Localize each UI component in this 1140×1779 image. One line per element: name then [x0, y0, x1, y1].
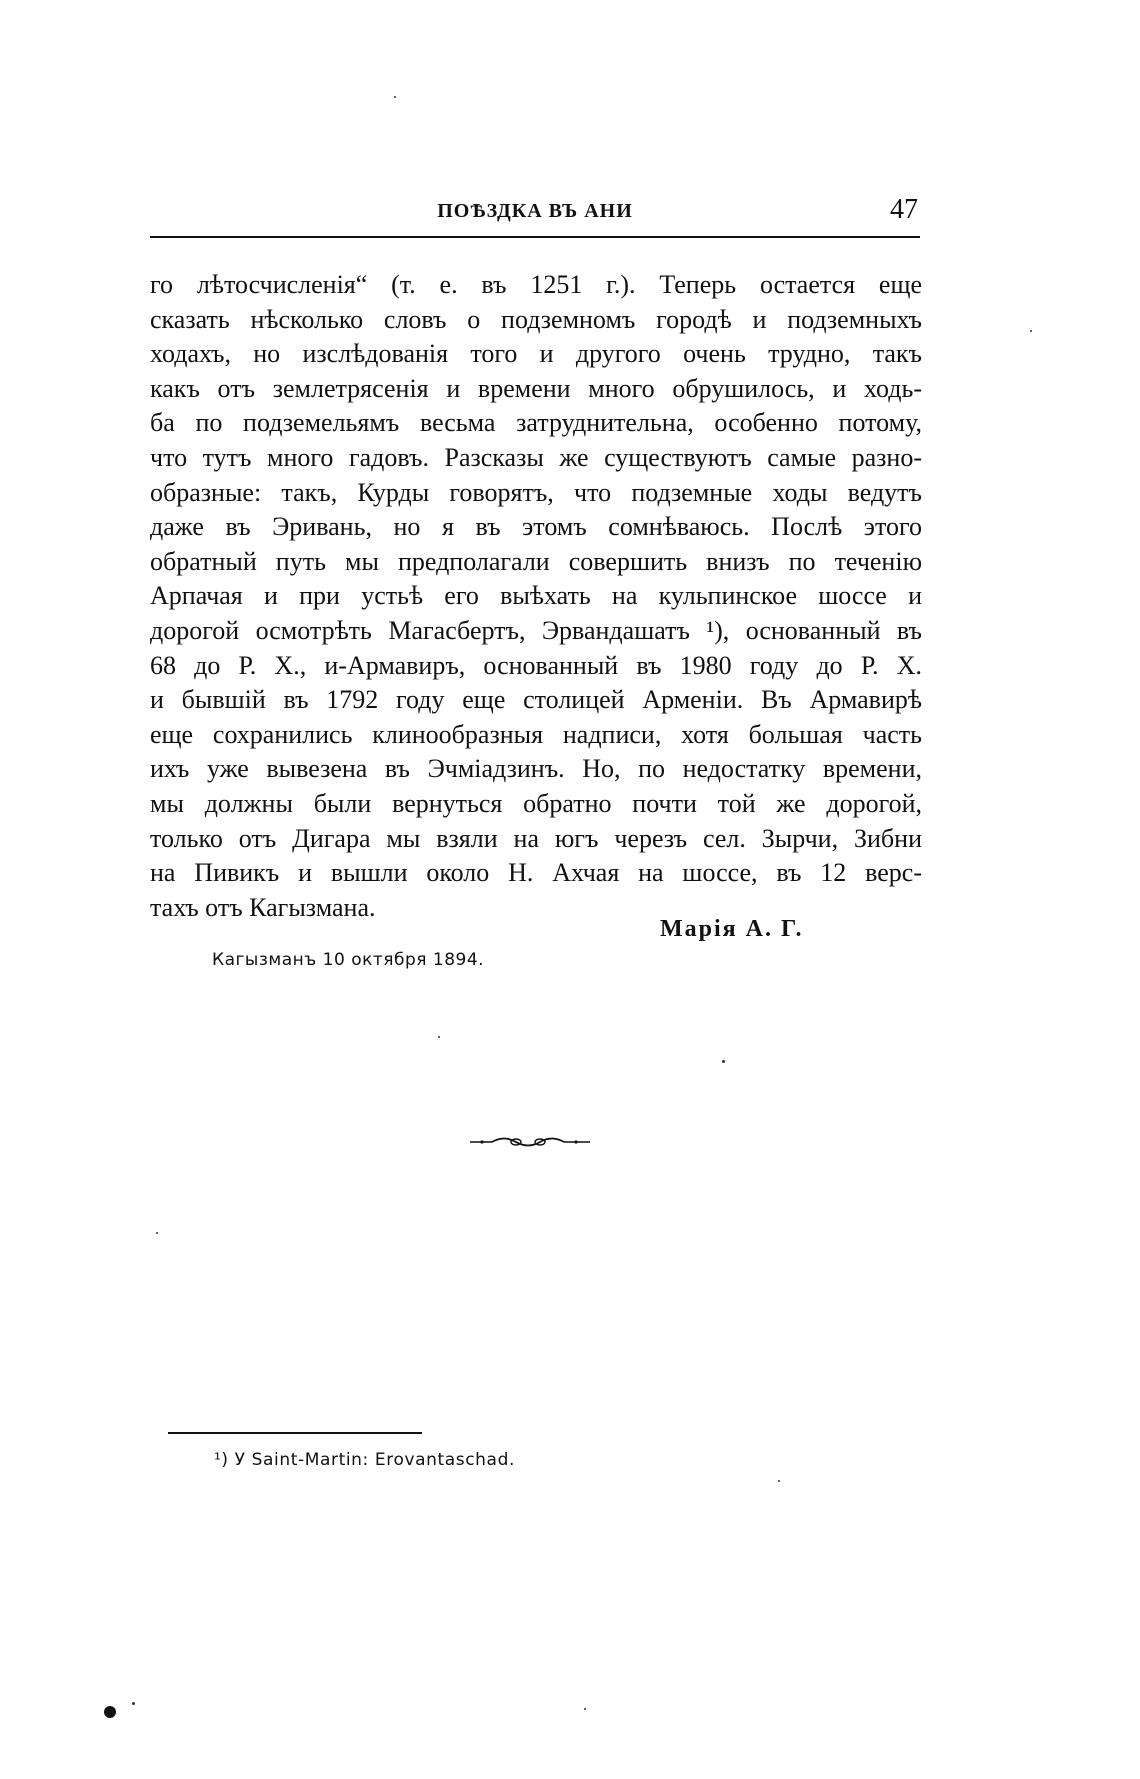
body-line: только отъ Дигара мы взяли на югъ черезъ сел. Зырчи, Зибни	[150, 823, 922, 853]
print-speck	[1030, 330, 1032, 332]
body-line: и бывшій въ 1792 году еще столицей Арменіи. Въ Армавирѣ	[150, 685, 922, 715]
body-line-last: тахъ отъ Кагызмана.	[150, 892, 376, 922]
print-speck	[104, 1706, 116, 1718]
body-line: что тутъ много гадовъ. Разсказы же существуютъ самые разно-	[150, 442, 922, 472]
print-speck	[156, 1232, 158, 1234]
body-line: дорогой осмотрѣть Магасбертъ, Эрвандашатъ ¹), основанный въ	[150, 615, 922, 645]
running-title: ПОѢЗДКА ВЪ АНИ	[437, 200, 633, 222]
body-line: еще сохранились клинообразныя надписи, хотя большая часть	[150, 719, 922, 749]
body-line: ихъ уже вывезена въ Эчміадзинъ. Но, по недостатку времени,	[150, 754, 922, 784]
page-number: 47	[890, 194, 918, 225]
body-line: 68 до Р. Х., и-Армавиръ, основанный въ 1980 году до Р. Х.	[150, 650, 922, 680]
body-line: го лѣтосчисленія“ (т. е. въ 1251 г.). Теперь остается еще	[150, 270, 922, 299]
print-speck	[722, 1060, 725, 1063]
print-speck	[778, 1480, 780, 1482]
body-line: какъ отъ землетрясенія и времени много обрушилось, и ходь-	[150, 373, 922, 403]
body-line: образные: такъ, Курды говорятъ, что подземные ходы ведутъ	[150, 477, 922, 507]
body-text	[150, 268, 922, 925]
footnote: ¹) У Saint-Martin: Erovantaschad.	[214, 1450, 515, 1470]
print-speck	[438, 1036, 440, 1038]
print-speck	[394, 96, 396, 98]
body-line: обратный путь мы предполагали совершить внизъ по теченію	[150, 546, 922, 576]
body-line: Арпачая и при устьѣ его выѣхать на кульпинское шоссе и	[150, 581, 922, 611]
body-line: даже въ Эривань, но я въ этомъ сомнѣваюсь. Послѣ этого	[150, 512, 922, 542]
running-head	[150, 196, 920, 238]
print-speck	[584, 1708, 586, 1710]
body-line: на Пивикъ и вышли около Н. Ахчая на шоссе, въ 12 верс-	[150, 858, 922, 888]
footnote-rule	[168, 1432, 422, 1434]
body-line: сказать нѣсколько словъ о подземномъ городѣ и подземныхъ	[150, 304, 922, 334]
ornament-divider	[470, 1134, 590, 1150]
place-date: Кагызманъ 10 октября 1894.	[212, 950, 485, 970]
body-line: мы должны были вернуться обратно почти той же дорогой,	[150, 788, 922, 818]
author-signature: Марія А. Г.	[660, 916, 804, 942]
body-line: ходахъ, но изслѣдованія того и другого очень трудно, такъ	[150, 339, 922, 369]
body-line: ба по подземельямъ весьма затруднительна, особенно потому,	[150, 408, 922, 438]
print-speck	[132, 1702, 135, 1705]
